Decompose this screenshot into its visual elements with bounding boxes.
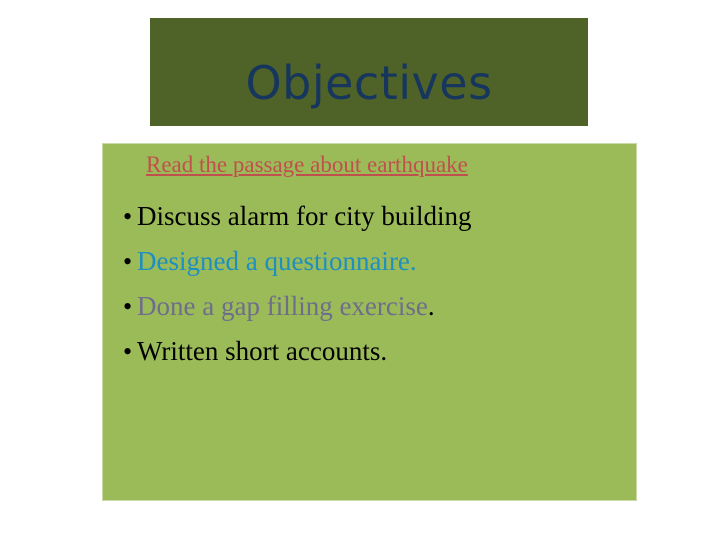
objective-text: Done a gap filling exercise xyxy=(137,291,428,321)
objective-text: Discuss alarm for city building xyxy=(137,201,472,231)
intro-link[interactable]: Read the passage about earthquake xyxy=(146,152,468,177)
objective-text: Written short accounts. xyxy=(137,336,388,366)
objective-text-group xyxy=(137,293,435,320)
objective-text-suffix: . xyxy=(427,291,435,321)
bullet-icon: • xyxy=(123,336,133,366)
bullet-icon: • xyxy=(123,291,133,321)
objectives-panel xyxy=(102,143,637,501)
title-banner xyxy=(150,18,588,126)
bullet-icon: • xyxy=(123,201,133,231)
objective-text: Designed a questionnaire. xyxy=(137,246,417,276)
bullet-icon: • xyxy=(123,246,133,276)
slide-title: Objectives xyxy=(245,56,493,110)
